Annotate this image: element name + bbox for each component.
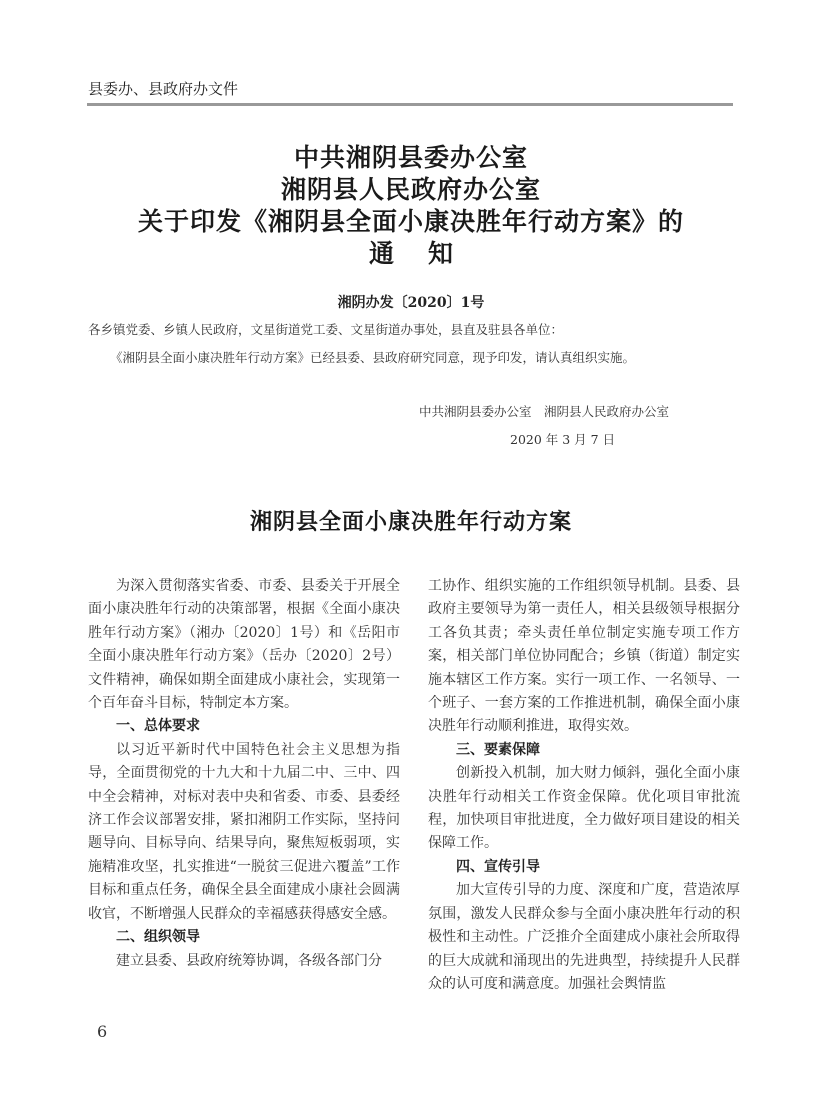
section-paragraph: 加大宣传引导的力度、深度和广度，营造浓厚氛围，激发人民群众参与全面小康决胜年行动的积极性和主动性。广泛推介全面建成小康社会所取得的巨大成就和涌现出的先进典型，持续提升人民群众的认可度和满意度。加强社会舆情监 bbox=[428, 882, 740, 992]
section-heading: 三、要素保障 bbox=[456, 741, 540, 758]
notice-title-line: 湘阴县人民政府办公室 bbox=[280, 175, 541, 204]
page-number: 6 bbox=[97, 1022, 108, 1041]
section-paragraph: 以习近平新时代中国特色社会主义思想为指导，全面贯彻党的十九大和十九届二中、三中、四中全会精神，对标对表中央和省委、市委、县委经济工作会议部署安排，紧扣湘阴工作实际，坚持问题导向、目标导向、结果导向，聚焦短板弱项，实施精准攻坚，扎实推进“一脱贫三促进六覆盖”工作目标和重点任务，确保全县全面建成小康社会圆满收官，不断增强人民群众的幸福感获得感安全感。 bbox=[88, 741, 400, 922]
signatories: 中共湘阴县委办公室 湘阴县人民政府办公室 bbox=[419, 404, 670, 419]
notice-title-line: 关于印发《湘阴县全面小康决胜年行动方案》的 bbox=[137, 207, 684, 236]
notice-title bbox=[88, 142, 734, 270]
right-column bbox=[428, 575, 740, 996]
notice-title-line: 中共湘阴县委办公室 bbox=[293, 143, 528, 172]
recipients: 各乡镇党委、乡镇人民政府，文星街道党工委、文星街道办事处，县直及驻县各单位： bbox=[88, 322, 564, 337]
issue-date: 2020 年 3 月 7 日 bbox=[510, 432, 616, 447]
section-heading: 一、总体要求 bbox=[116, 718, 200, 735]
section-heading: 四、宣传引导 bbox=[456, 858, 540, 875]
section-paragraph: 创新投入机制，加大财力倾斜，强化全面小康决胜年行动相关工作资金保障。优化项目审批流程，加快项目审批进度，全力做好项目建设的相关保障工作。 bbox=[428, 765, 740, 852]
section-heading: 二、组织领导 bbox=[116, 929, 200, 946]
section-paragraph: 建立县委、县政府统筹协调，各级各部门分 bbox=[116, 952, 382, 969]
intro-paragraph: 为深入贯彻落实省委、市委、县委关于开展全面小康决胜年行动的决策部署，根据《全面小康决胜年行动方案》（湘办〔2020〕1号）和《岳阳市全面小康决胜年行动方案》（岳办〔2020〕2号）文件精神，确保如期全面建成小康社会，实现第一个百年奋斗目标，特制定本方案。 bbox=[88, 578, 400, 712]
document-number: 湘阴办发〔2020〕1号 bbox=[337, 295, 485, 311]
notice-body: 《湘阴县全面小康决胜年行动方案》已经县委、县政府研究同意，现予印发，请认真组织实施。 bbox=[110, 350, 636, 365]
running-head: 县委办、县政府办文件 bbox=[88, 80, 239, 98]
section-paragraph: 工协作、组织实施的工作组织领导机制。县委、县政府主要领导为第一责任人，相关县级领导根据分工各负其责；牵头责任单位制定实施专项工作方案，相关部门单位协同配合；乡镇（街道）制定实施本辖区工作方案。实行一项工作、一名领导、一个班子、一套方案的工作推进机制，确保全面小康决胜年行动顺利推进，取得实效。 bbox=[428, 578, 740, 735]
notice-title-line: 通知 bbox=[368, 239, 487, 268]
header-rule bbox=[87, 103, 733, 106]
left-column bbox=[88, 575, 400, 973]
plan-title: 湘阴县全面小康决胜年行动方案 bbox=[249, 509, 572, 535]
